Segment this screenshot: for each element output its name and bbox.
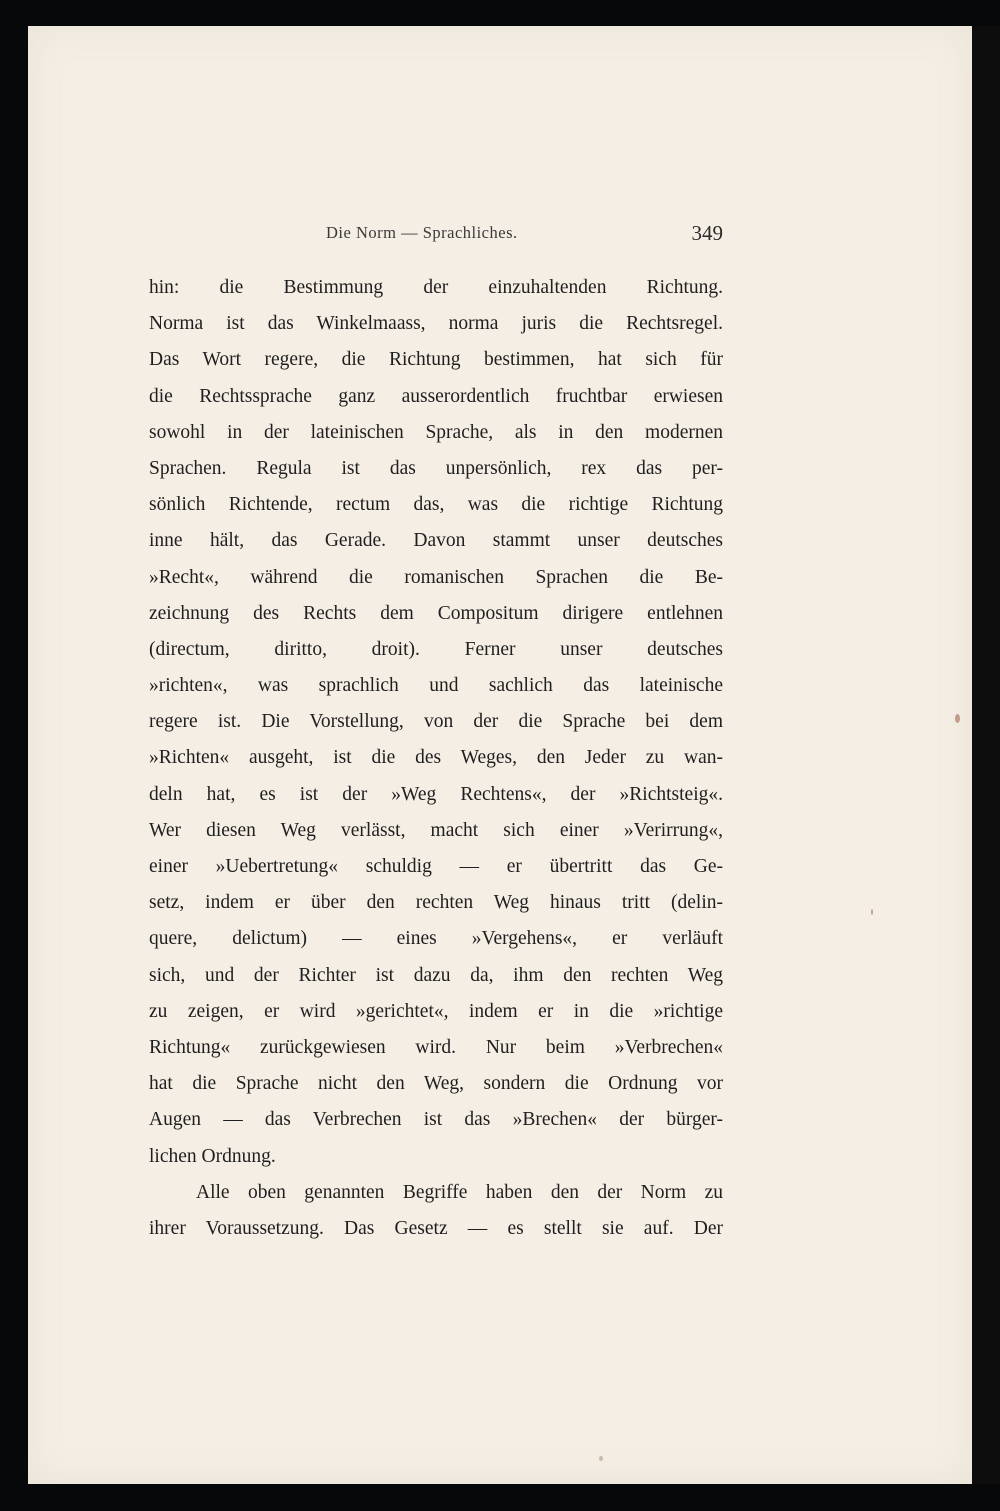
- text-line: einer »Uebertretung« schuldig — er übertritt das Ge-: [149, 856, 723, 877]
- text-line: ihrer Voraussetzung. Das Gesetz — es stellt sie auf. Der: [149, 1217, 723, 1239]
- text-line: regere ist. Die Vorstellung, von der die Sprache bei dem: [149, 711, 723, 733]
- page-number: 349: [691, 221, 723, 245]
- text-line: Norma ist das Winkelmaass, norma juris die Rechtsregel.: [149, 313, 723, 335]
- text-line: Augen — das Verbrechen ist das »Brechen« der bürger-: [149, 1109, 723, 1131]
- text-line: lichen Ordnung.: [149, 1145, 276, 1167]
- text-line: hat die Sprache nicht den Weg, sondern die Ordnung vor: [149, 1073, 723, 1095]
- text-line: »richten«, was sprachlich und sachlich das lateinische: [149, 675, 723, 697]
- text-line: Das Wort regere, die Richtung bestimmen, hat sich für: [149, 349, 723, 371]
- text-line: setz, indem er über den rechten Weg hinaus tritt (delin-: [149, 892, 723, 914]
- running-head: [28, 223, 972, 249]
- text-line: zeichnung des Rechts dem Compositum dirigere entlehnen: [149, 602, 723, 624]
- text-line: Wer diesen Weg verlässt, macht sich einer »Verirrung«,: [149, 819, 723, 841]
- paragraph-1: [149, 270, 723, 1175]
- text-line: deln hat, es ist der »Weg Rechtens«, der »Richtsteig«.: [149, 783, 723, 805]
- text-line: sich, und der Richter ist dazu da, ihm den rechten Weg: [149, 964, 723, 986]
- text-line: die Rechtssprache ganz ausserordentlich fruchtbar erwiesen: [149, 385, 723, 407]
- text-line: hin: die Bestimmung der einzuhaltenden Richtung.: [149, 277, 723, 298]
- body-text: [149, 270, 723, 1247]
- text-line: »Richten« ausgeht, ist die des Weges, den Jeder zu wan-: [149, 747, 723, 769]
- text-line: quere, delictum) — eines »Vergehens«, er verläuft: [149, 928, 723, 950]
- text-line: »Recht«, während die romanischen Sprachen die Be-: [149, 566, 723, 588]
- text-line: Alle oben genannten Begriffe haben den der Norm zu: [196, 1181, 723, 1203]
- text-line: Richtung« zurückgewiesen wird. Nur beim »Verbrechen«: [149, 1036, 723, 1058]
- paper-blemish: [955, 714, 960, 723]
- text-line: inne hält, das Gerade. Davon stammt unser deutsches: [149, 530, 723, 552]
- scan-border: [972, 26, 1000, 1484]
- text-line: sönlich Richtende, rectum das, was die richtige Richtung: [149, 494, 723, 516]
- paper-blemish: [871, 909, 873, 915]
- paragraph-2: [149, 1175, 723, 1247]
- text-line: sowohl in der lateinischen Sprache, als in den modernen: [149, 421, 723, 443]
- text-line: zu zeigen, er wird »gerichtet«, indem er in die »richtige: [149, 1000, 723, 1022]
- running-head-title: Die Norm — Sprachliches.: [326, 223, 518, 242]
- text-line: Sprachen. Regula ist das unpersönlich, rex das per-: [149, 457, 723, 479]
- book-page: [28, 26, 972, 1484]
- paper-blemish: [599, 1456, 603, 1461]
- text-line: (directum, diritto, droit). Ferner unser deutsches: [149, 638, 723, 660]
